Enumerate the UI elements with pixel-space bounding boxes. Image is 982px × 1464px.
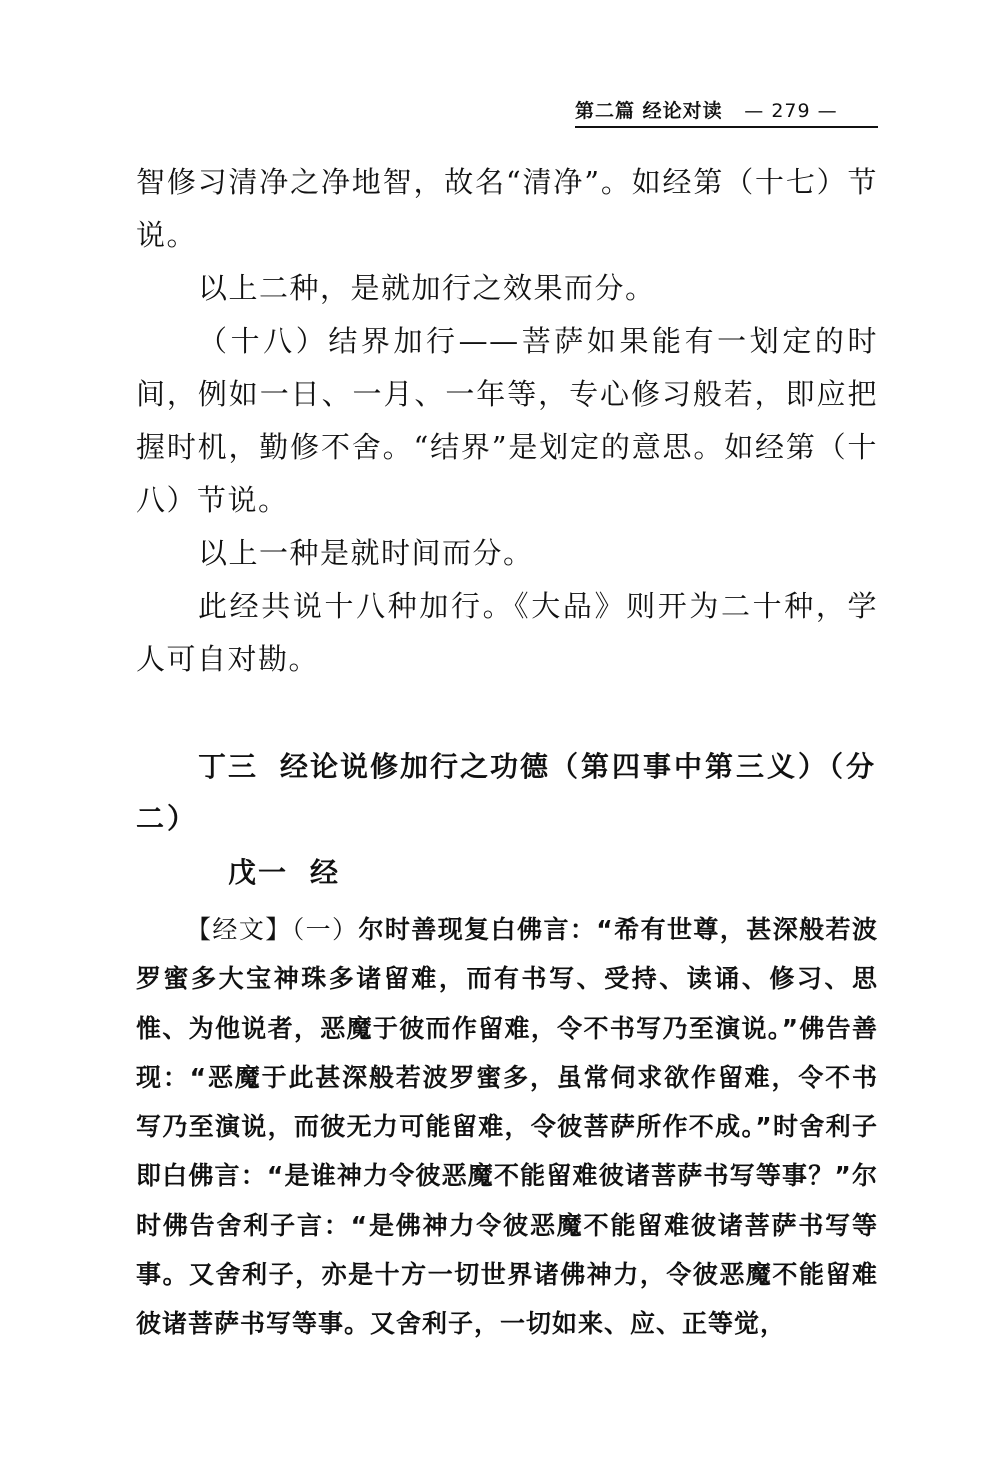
subsection-heading-wu-one — [136, 847, 878, 899]
running-header — [575, 96, 878, 126]
sutra-passage — [136, 905, 878, 1349]
header-rule — [575, 126, 878, 128]
sutra-tag: 【经文】 — [186, 915, 292, 944]
paragraph-summary: 此经共说十八种加行。《大品》则开为二十种，学人可自对勘。 — [136, 589, 878, 676]
section-heading-ding-three — [136, 741, 878, 845]
subheading-label: 戊一 — [228, 856, 289, 889]
chapter-label: 第二篇 — [575, 100, 636, 122]
paragraph-continued: 智修习清净之净地智，故名“清净”。如经第（十七）节说。 — [136, 165, 878, 252]
sutra-number: （一） — [291, 915, 359, 944]
page-number: — 279 — — [744, 100, 838, 122]
subheading-title: 经 — [310, 856, 341, 889]
heading-title: 经论说修加行之功德 — [280, 750, 551, 783]
sutra-text: 尔时善现复白佛言：“希有世尊，甚深般若波罗蜜多大宝神珠多诸留难，而有书写、受持、读诵、修习、思惟、为他说者，恶魔于彼而作留难，令不书写乃至演说。”佛告善现：“恶魔于此甚深般若波罗蜜多，虽常伺求欲作留难，令不书写乃至演说，而彼无力可能留难，令彼菩萨所作不成。”时舍利子即白佛言：“是谁神力令彼恶魔不能留难彼诸菩萨书写等事？”尔时佛告舍利子言：“是佛神力令彼恶魔不能留难彼诸菩萨书写等事。又舍利子，亦是十方一切世界诸佛神力，令彼恶魔不能留难彼诸菩萨书写等事。又舍利子，一切如来、应、正等觉， — [136, 915, 878, 1339]
heading-note: （第四事中第三义）（分二） — [136, 750, 878, 835]
paragraph-eighteenth: （十八）结界加行——菩萨如果能有一划定的时间，例如一日、一月、一年等，专心修习般若，即应把握时机，勤修不舍。“结界”是划定的意思。如经第（十八）节说。 — [136, 324, 878, 517]
paragraph: 以上一种是就时间而分。 — [198, 536, 534, 570]
body-text — [136, 156, 878, 1349]
paragraph: 以上二种，是就加行之效果而分。 — [198, 271, 656, 305]
section-title: 经论对读 — [642, 100, 723, 122]
heading-label: 丁三 — [198, 750, 259, 783]
